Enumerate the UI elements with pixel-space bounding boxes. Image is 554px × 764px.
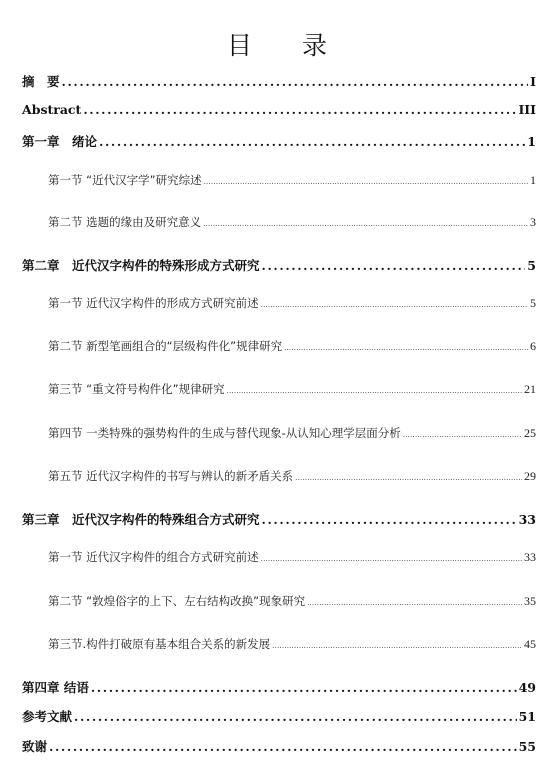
toc-entry-section-3-1[interactable]	[48, 549, 536, 565]
toc-entry-page: 33	[524, 550, 536, 564]
toc-entry-abstract-cn[interactable]	[22, 72, 536, 90]
toc-entry-section-1-2[interactable]	[48, 214, 536, 230]
toc-entry-label: 第四章 结语	[22, 680, 89, 695]
toc-entry-label: 第三章 近代汉字构件的特殊组合方式研究	[22, 512, 260, 527]
toc-entry-page: 6	[530, 339, 536, 353]
toc-entry-label: 致谢	[22, 739, 48, 754]
toc-entry-page: III	[518, 102, 536, 117]
dot-leader	[262, 258, 526, 273]
toc-entry-label: 第三节 “重文符号构件化”规律研究	[48, 382, 225, 396]
dot-leader	[91, 680, 517, 695]
dot-leader	[203, 220, 528, 228]
toc-entry-page: 29	[524, 469, 536, 483]
toc-entry-section-2-1[interactable]	[48, 295, 536, 311]
dot-leader	[261, 555, 522, 563]
dot-leader	[284, 344, 528, 352]
dot-leader	[74, 709, 517, 724]
toc-entry-chapter-1[interactable]	[22, 132, 536, 150]
toc-entry-acknowledgements[interactable]	[22, 737, 536, 755]
toc-entry-section-3-3[interactable]	[48, 636, 536, 652]
toc-entry-section-2-5[interactable]	[48, 468, 536, 484]
toc-entry-label: 第二节 选题的缘由及研究意义	[48, 215, 202, 229]
toc-entry-section-2-3[interactable]	[48, 381, 536, 397]
toc-entry-page: 51	[518, 709, 536, 724]
dot-leader	[204, 178, 528, 186]
toc-entry-label: 第一节 近代汉字构件的组合方式研究前述	[48, 550, 259, 564]
toc-entry-label: 摘 要	[22, 74, 60, 89]
toc-entry-label: 第二节 新型笔画组合的“层级构件化”规律研究	[48, 339, 283, 353]
dot-leader	[83, 102, 516, 117]
page-title: 目 录	[226, 31, 327, 60]
toc-entry-section-2-2[interactable]	[48, 338, 536, 354]
toc-entry-label: Abstract	[22, 102, 82, 117]
toc-entry-label: 第五节 近代汉字构件的书写与辨认的新矛盾关系	[48, 469, 294, 483]
toc-entry-page: 25	[524, 426, 536, 440]
dot-leader	[262, 512, 517, 527]
toc-entry-page: 45	[524, 637, 536, 651]
dot-leader	[99, 134, 525, 149]
dot-leader	[272, 642, 522, 650]
toc-entry-page: 1	[527, 134, 536, 149]
toc-entry-chapter-2[interactable]	[22, 256, 536, 274]
toc-entry-label: 第四节 一类特殊的强势构件的生成与替代现象-从认知心理学层面分析	[48, 426, 401, 440]
toc-entry-label: 第三节.构件打破原有基本组合关系的新发展	[48, 637, 271, 651]
toc-entry-chapter-3[interactable]	[22, 510, 536, 528]
toc-entry-label: 第一节 近代汉字构件的形成方式研究前述	[48, 296, 259, 310]
dot-leader	[62, 74, 529, 89]
dot-leader	[227, 387, 522, 395]
toc-entry-label: 第一节 “近代汉字学”研究综述	[48, 173, 202, 187]
toc-entry-page: 35	[524, 594, 536, 608]
toc-entry-page: 5	[530, 296, 536, 310]
toc-entry-references[interactable]	[22, 707, 536, 725]
toc-entry-section-1-1[interactable]	[48, 172, 536, 188]
toc-entry-page: 3	[530, 215, 536, 229]
toc-entry-page: 21	[524, 382, 536, 396]
toc-entry-page: 49	[518, 680, 536, 695]
toc-entry-section-2-4[interactable]	[48, 425, 536, 441]
toc-entry-label: 参考文献	[22, 709, 73, 724]
toc-entry-page: 5	[527, 258, 536, 273]
toc-entry-page: 1	[530, 173, 536, 187]
toc-entry-page: 55	[518, 739, 536, 754]
toc-entry-page: 33	[518, 512, 536, 527]
toc-entry-label: 第二章 近代汉字构件的特殊形成方式研究	[22, 258, 260, 273]
toc-entry-chapter-4[interactable]	[22, 678, 536, 696]
dot-leader	[307, 599, 522, 607]
toc-entry-label: 第一章 绪论	[22, 134, 98, 149]
toc-entry-label: 第二节 “敦煌俗字的上下、左右结构改换”现象研究	[48, 594, 306, 608]
toc-entry-page: I	[530, 74, 536, 89]
dot-leader	[49, 739, 517, 754]
dot-leader	[261, 301, 528, 309]
toc-entry-section-3-2[interactable]	[48, 593, 536, 609]
dot-leader	[295, 474, 522, 482]
toc-entry-abstract-en[interactable]	[22, 102, 536, 117]
dot-leader	[403, 431, 522, 439]
